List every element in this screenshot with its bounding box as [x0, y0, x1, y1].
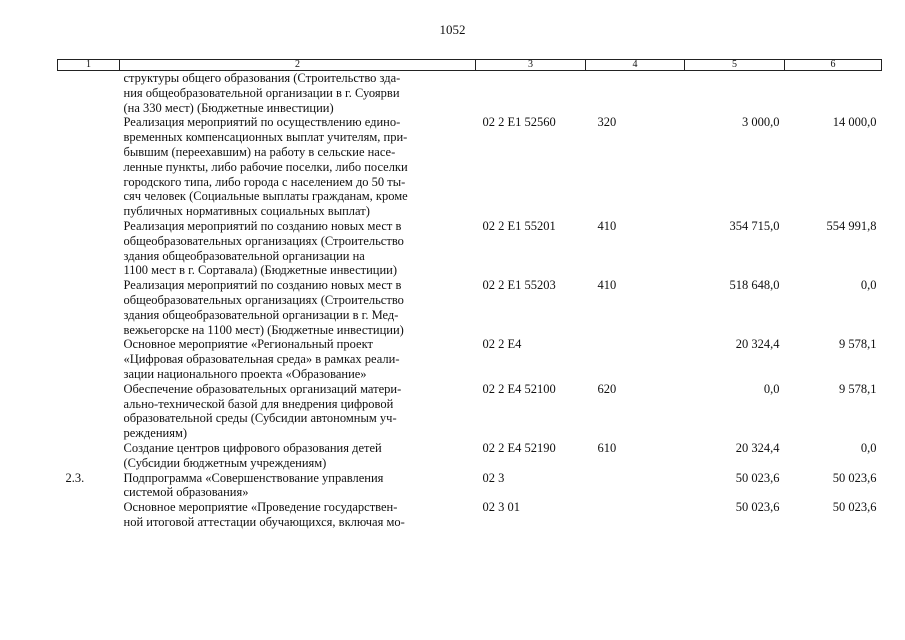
header-col-4: 4 [586, 60, 685, 71]
row-number [58, 441, 120, 471]
row-expense-type: 410 [597, 278, 617, 293]
header-col-3: 3 [476, 60, 586, 71]
row-classification-code: 02 2 E4 [482, 337, 522, 352]
table-row [58, 71, 882, 116]
header-col-6: 6 [785, 60, 882, 71]
row-classification-code: 02 2 E1 52560 [482, 115, 556, 130]
row-expense-type: 610 [597, 440, 617, 455]
row-expense-type: 620 [597, 381, 617, 396]
row-amount-col5: 20 324,4 [735, 337, 780, 352]
row-expense-type [586, 471, 685, 501]
row-amount-col6: 0,0 [860, 278, 877, 293]
table-row [58, 382, 882, 441]
table-row [58, 441, 882, 471]
row-description [120, 71, 476, 116]
header-col-2: 2 [120, 60, 476, 71]
row-description-text: Реализация мероприятий по созданию новых мест в общеобразовательных организациях (Строительство здания общеобразовательной организации в г. Мед- вежьегорске на 1100 мест) (Бюджетные инвестиции) [123, 278, 404, 337]
row-number [58, 219, 120, 278]
row-amount-col5: 0,0 [763, 381, 780, 396]
row-amount-col6: 50 023,6 [832, 470, 877, 485]
header-col-1: 1 [58, 60, 120, 71]
row-amount-col6: 9 578,1 [839, 337, 877, 352]
header-col-5: 5 [685, 60, 785, 71]
row-description-text: Основное мероприятие «Проведение государствен- ной итоговой аттестации обучающихся, включая мо- [123, 500, 405, 529]
row-description [120, 278, 476, 337]
table-row [58, 219, 882, 278]
row-description [120, 441, 476, 471]
row-number [58, 382, 120, 441]
row-number [58, 337, 120, 381]
row-amount-col5: 50 023,6 [735, 470, 780, 485]
row-amount-col6: 9 578,1 [839, 381, 877, 396]
row-expense-type [586, 337, 685, 381]
row-number [58, 278, 120, 337]
row-amount-col6: 14 000,0 [832, 115, 877, 130]
row-amount-col6: 0,0 [860, 440, 877, 455]
row-description [120, 337, 476, 381]
row-classification-code [476, 71, 586, 116]
page-number: 1052 [439, 22, 466, 37]
row-description [120, 219, 476, 278]
row-amount-col5: 20 324,4 [735, 440, 780, 455]
row-classification-code: 02 3 [482, 470, 505, 485]
row-number: 2.3. [65, 470, 85, 485]
row-description-text: Создание центров цифрового образования детей (Субсидии бюджетным учреждениям) [123, 440, 382, 470]
table-row [58, 500, 882, 530]
row-amount-col5: 518 648,0 [729, 278, 780, 293]
row-number [58, 500, 120, 530]
row-amount-col5: 50 023,6 [735, 500, 780, 515]
row-amount-col6: 554 991,8 [826, 218, 877, 233]
row-amount-col6 [785, 71, 882, 116]
row-description [120, 500, 476, 530]
row-classification-code: 02 2 E4 52100 [482, 381, 556, 396]
row-classification-code: 02 3 01 [482, 500, 520, 515]
row-description [120, 115, 476, 219]
row-amount-col5: 3 000,0 [742, 115, 780, 130]
row-description-text: Подпрограмма «Совершенствование управления системой образования» [123, 470, 384, 500]
row-classification-code: 02 2 E1 55201 [482, 218, 556, 233]
budget-table [57, 59, 882, 530]
table-row [58, 337, 882, 381]
row-description-text: Реализация мероприятий по созданию новых мест в общеобразовательных организациях (Строительство здания общеобразовательной организации на 1100 мест в г. Сортавала) (Бюджетные инвестиции) [123, 218, 404, 278]
row-description [120, 382, 476, 441]
table-row [58, 278, 882, 337]
row-expense-type: 320 [597, 115, 617, 130]
row-description-text: Основное мероприятие «Региональный проект «Цифровая образовательная среда» в рамках реали- зации национального проекта «Образование» [123, 337, 400, 381]
row-amount-col6: 50 023,6 [832, 500, 877, 515]
header-row [58, 60, 882, 71]
row-number [58, 71, 120, 116]
row-description-text: Реализация мероприятий по осуществлению едино- временных компенсационных выплат учителям, при- бывшим (переехавшим) на работу в сельские насе- ленные пункты, либо рабочие поселки, либо поселки городского типа, либо города с населением до 50 ты- сяч человек (Социальные выплаты гражданам, кроме публичных нормативных социальных выплат) [123, 115, 408, 219]
table-header [58, 60, 882, 71]
row-expense-type [586, 71, 685, 116]
row-classification-code: 02 2 E1 55203 [482, 278, 556, 293]
row-description-text: Обеспечение образовательных организаций матери- ально-технической базой для внедрения цифровой образовательной среды (Субсидии автономным уч- реждениям) [123, 381, 402, 441]
row-description-text: структуры общего образования (Строительство зда- ния общеобразовательной организации в г. Суоярви (на 330 мест) (Бюджетные инвестиции) [123, 71, 401, 115]
table-row [58, 115, 882, 219]
table-body [58, 71, 882, 530]
row-amount-col5 [685, 71, 785, 116]
row-amount-col5: 354 715,0 [729, 218, 780, 233]
row-expense-type: 410 [597, 218, 617, 233]
row-expense-type [586, 500, 685, 530]
row-number [58, 115, 120, 219]
row-description [120, 471, 476, 501]
table-row [58, 471, 882, 501]
row-classification-code: 02 2 E4 52190 [482, 440, 556, 455]
